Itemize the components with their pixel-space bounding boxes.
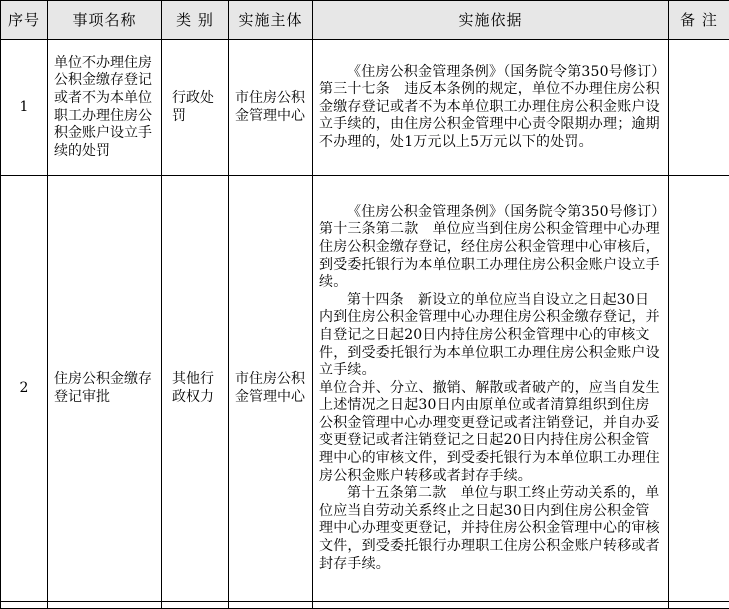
partial-cell — [48, 602, 162, 609]
basis-paragraph: 《住房公积金管理条例》（国务院令第350号修订）第三十七条 违反本条例的规定，单位不办理住房公积金缴存登记或者不为本单位职工办理住房公积金账户设立手续的，由住房公积金管理中心责令限期办理；逾期不办理的，处1万元以上5万元以下的处罚。 — [319, 64, 662, 152]
partial-cell — [313, 602, 669, 609]
row-category: 行政处罚 — [162, 40, 229, 176]
row-entity: 市住房公积金管理中心 — [229, 176, 313, 602]
table-row — [1, 176, 729, 602]
row-remarks — [669, 176, 729, 602]
row-seq: 1 — [1, 40, 48, 176]
row-basis — [313, 40, 669, 176]
header-basis: 实施依据 — [313, 1, 669, 40]
header-seq: 序号 — [1, 1, 48, 40]
header-row — [1, 1, 729, 40]
header-remarks: 备 注 — [669, 1, 729, 40]
row-remarks — [669, 40, 729, 176]
basis-paragraph: 《住房公积金管理条例》（国务院令第350号修订）第十三条第二款 单位应当到住房公积金管理中心办理住房公积金缴存登记，经住房公积金管理中心审核后，到受委托银行为本单位职工办理住房公积金账户设立手续。 — [319, 204, 662, 292]
row-item-name: 住房公积金缴存登记审批 — [48, 176, 162, 602]
row-basis — [313, 176, 669, 602]
partial-cell — [669, 602, 729, 609]
basis-paragraph: 第十四条 新设立的单位应当自设立之日起30日内到住房公积金管理中心办理住房公积金缴存登记，并自登记之日起20日内持住房公积金管理中心的审核文件，到受委托银行为本单位职工办理住房公积金账户设立手续。 — [319, 292, 662, 380]
partial-cell — [162, 602, 229, 609]
table-row-partial — [1, 602, 729, 609]
header-item-name: 事项名称 — [48, 1, 162, 40]
row-seq: 2 — [1, 176, 48, 602]
partial-cell — [229, 602, 313, 609]
row-category: 其他行政权力 — [162, 176, 229, 602]
basis-paragraph: 单位合并、分立、撤销、解散或者破产的，应当自发生上述情况之日起30日内由原单位或者清算组织到住房公积金管理中心办理变更登记或者注销登记，并自办妥变更登记或者注销登记之日起20日内持住房公积金管理中心的审核文件，到受委托银行为本单位职工办理住房公积金账户转移或者封存手续。 — [319, 380, 662, 486]
row-entity: 市住房公积金管理中心 — [229, 40, 313, 176]
basis-paragraph: 第十五条第二款 单位与职工终止劳动关系的，单位应当自劳动关系终止之日起30日内到住房公积金管理中心办理变更登记，并持住房公积金管理中心的审核文件，到受委托银行办理职工住房公积金账户转移或者封存手续。 — [319, 485, 662, 573]
partial-cell — [1, 602, 48, 609]
header-category: 类 别 — [162, 1, 229, 40]
header-entity: 实施主体 — [229, 1, 313, 40]
table-row — [1, 40, 729, 176]
row-item-name: 单位不办理住房公积金缴存登记或者不为本单位职工办理住房公积金账户设立手续的处罚 — [48, 40, 162, 176]
